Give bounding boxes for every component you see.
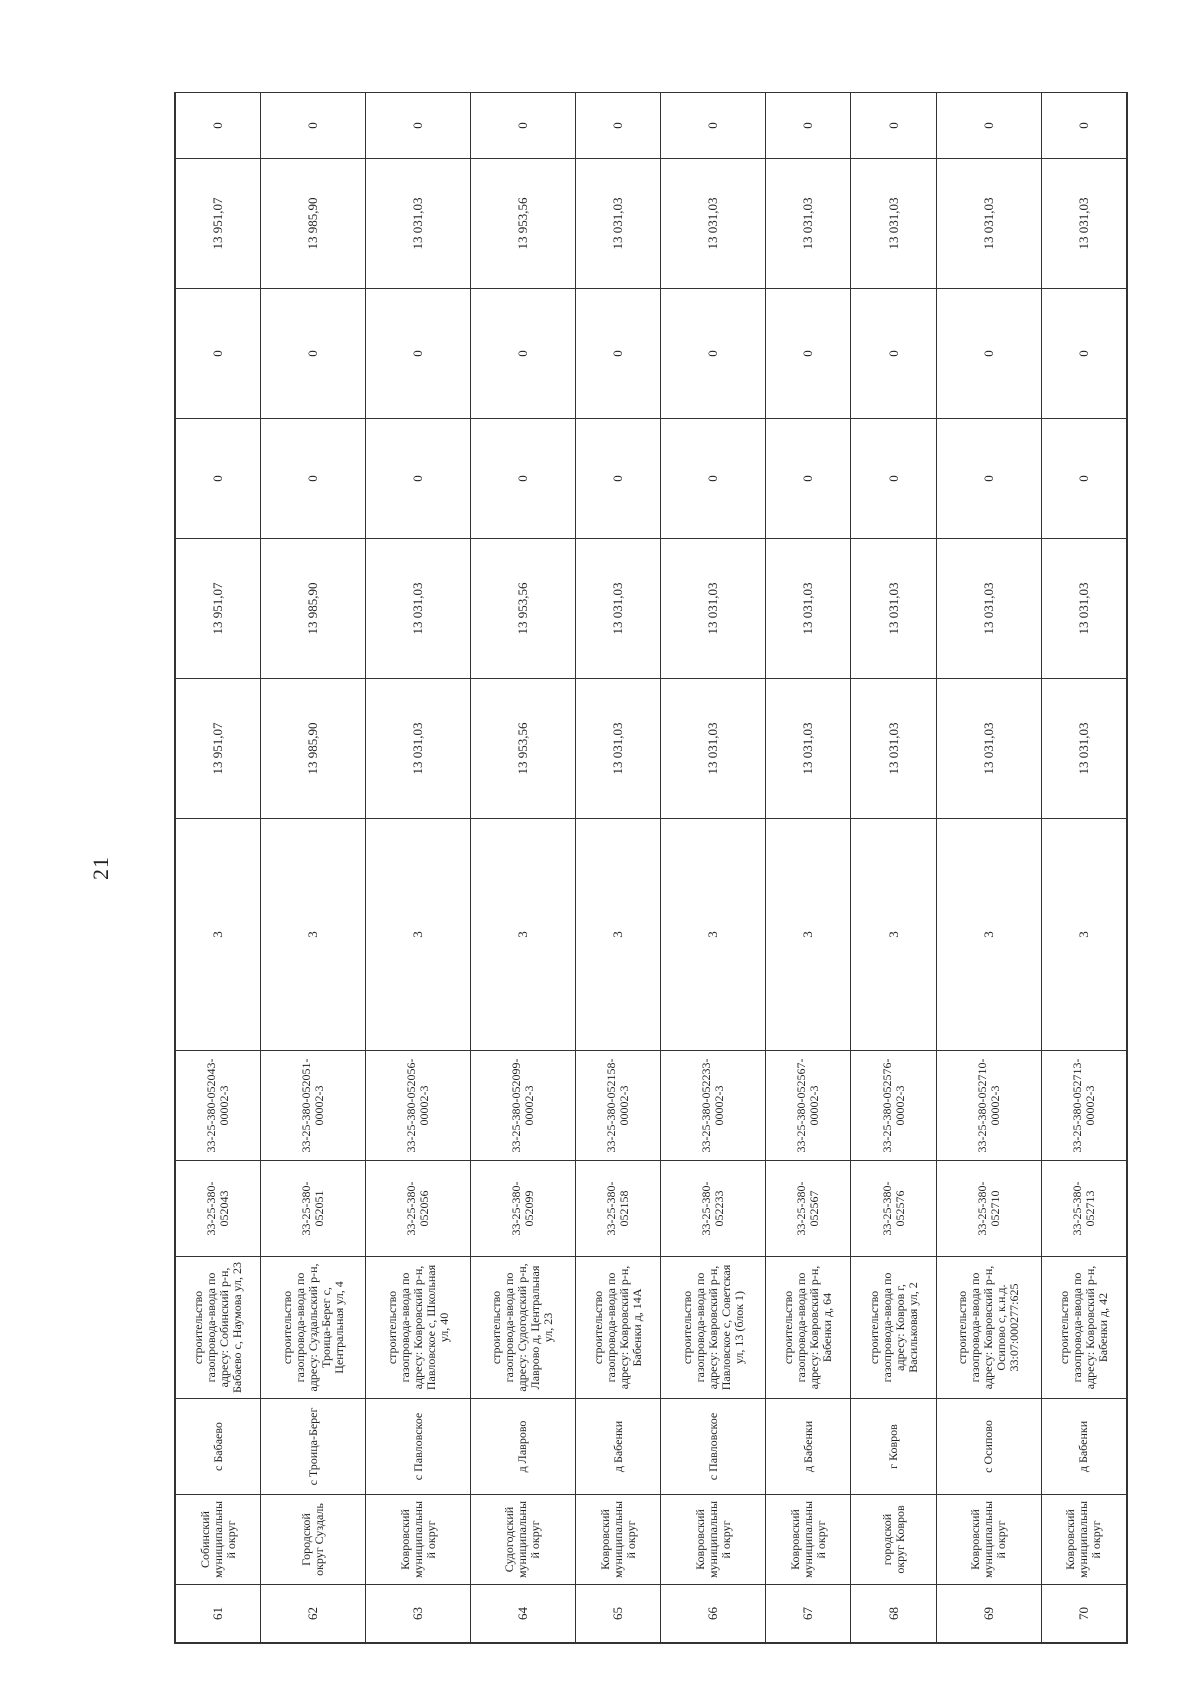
category: 3 — [575, 819, 660, 1051]
object-code-full: 33-25-380-052099-00002-3 — [471, 1051, 576, 1161]
amount-col-5: 0 — [851, 93, 936, 159]
amount-col-3: 0 — [936, 289, 1041, 419]
object-description: строительство газопровода-ввода по адресу: Ковровский р-н, Бабенки д, 42 — [1041, 1257, 1126, 1399]
table-row — [1041, 93, 1126, 1643]
object-code-full: 33-25-380-052576-00002-3 — [851, 1051, 936, 1161]
category: 3 — [366, 819, 471, 1051]
object-code-full: 33-25-380-052051-00002-3 — [261, 1051, 366, 1161]
object-description: строительство газопровода-ввода по адресу: Ковровский р-н, Осипово с, к.н.д. 33:07:000277:625 — [936, 1257, 1041, 1399]
amount-col-4: 13 031,03 — [661, 159, 766, 289]
table-row — [661, 93, 766, 1643]
object-code: 33-25-380-052567 — [766, 1161, 851, 1257]
table-row — [936, 93, 1041, 1643]
amount-col-2: 0 — [851, 419, 936, 539]
object-code: 33-25-380-052056 — [366, 1161, 471, 1257]
category: 3 — [661, 819, 766, 1051]
total-amount: 13 031,03 — [661, 679, 766, 819]
amount-col-2: 0 — [471, 419, 576, 539]
total-amount: 13 031,03 — [1041, 679, 1126, 819]
amount-col-3: 0 — [366, 289, 471, 419]
locality: д Бабенки — [766, 1399, 851, 1495]
amount-col-1: 13 031,03 — [766, 539, 851, 679]
object-code-full: 33-25-380-052056-00002-3 — [366, 1051, 471, 1161]
object-code: 33-25-380-052713 — [1041, 1161, 1126, 1257]
total-amount: 13 985,90 — [261, 679, 366, 819]
locality: с Павловское — [366, 1399, 471, 1495]
amount-col-2: 0 — [661, 419, 766, 539]
amount-col-5: 0 — [936, 93, 1041, 159]
municipal-district: Ковровский муниципальный округ — [575, 1495, 660, 1585]
object-description: строительство газопровода-ввода по адресу: Ковровский р-н, Павловское с, Советская ул, 13 (блок 1) — [661, 1257, 766, 1399]
total-amount: 13 031,03 — [936, 679, 1041, 819]
object-description: строительство газопровода-ввода по адресу: Суздальский р-н, Троица-Берег с, Центральная ул, 4 — [261, 1257, 366, 1399]
amount-col-4: 13 031,03 — [851, 159, 936, 289]
municipal-district: Судогодский муниципальный округ — [471, 1495, 576, 1585]
locality: д Бабенки — [1041, 1399, 1126, 1495]
rotated-table — [175, 93, 1127, 1643]
amount-col-3: 0 — [261, 289, 366, 419]
row-number: 67 — [766, 1585, 851, 1643]
amount-col-1: 13 031,03 — [366, 539, 471, 679]
row-number: 64 — [471, 1585, 576, 1643]
amount-col-5: 0 — [176, 93, 261, 159]
amount-col-2: 0 — [936, 419, 1041, 539]
object-description: строительство газопровода-ввода по адресу: Ковровский р-н, Павловское с, Школьная ул, 40 — [366, 1257, 471, 1399]
object-code-full: 33-25-380-052233-00002-3 — [661, 1051, 766, 1161]
object-code-full: 33-25-380-052158-00002-3 — [575, 1051, 660, 1161]
amount-col-1: 13 031,03 — [936, 539, 1041, 679]
amount-col-3: 0 — [575, 289, 660, 419]
locality: г Ковров — [851, 1399, 936, 1495]
category: 3 — [1041, 819, 1126, 1051]
total-amount: 13 031,03 — [851, 679, 936, 819]
total-amount: 13 953,56 — [471, 679, 576, 819]
object-code-full: 33-25-380-052567-00002-3 — [766, 1051, 851, 1161]
category: 3 — [261, 819, 366, 1051]
municipal-district: Ковровский муниципальный округ — [936, 1495, 1041, 1585]
row-number: 70 — [1041, 1585, 1126, 1643]
category: 3 — [766, 819, 851, 1051]
amount-col-3: 0 — [1041, 289, 1126, 419]
object-code: 33-25-380-052051 — [261, 1161, 366, 1257]
amount-col-4: 13 985,90 — [261, 159, 366, 289]
row-number: 61 — [176, 1585, 261, 1643]
amount-col-2: 0 — [261, 419, 366, 539]
object-code: 33-25-380-052576 — [851, 1161, 936, 1257]
amount-col-1: 13 031,03 — [1041, 539, 1126, 679]
locality: с Бабаево — [176, 1399, 261, 1495]
amount-col-2: 0 — [575, 419, 660, 539]
amount-col-2: 0 — [366, 419, 471, 539]
page-number: 21 — [88, 856, 113, 880]
amount-col-1: 13 031,03 — [661, 539, 766, 679]
table-row — [261, 93, 366, 1643]
amount-col-5: 0 — [471, 93, 576, 159]
amount-col-2: 0 — [766, 419, 851, 539]
category: 3 — [851, 819, 936, 1051]
municipal-district: Собинский муниципальный округ — [176, 1495, 261, 1585]
amount-col-1: 13 953,56 — [471, 539, 576, 679]
object-code-full: 33-25-380-052043-00002-3 — [176, 1051, 261, 1161]
amount-col-4: 13 031,03 — [1041, 159, 1126, 289]
object-description: строительство газопровода-ввода по адресу: Собинский р-н, Бабаево с, Наумова ул, 23 — [176, 1257, 261, 1399]
amount-col-3: 0 — [661, 289, 766, 419]
municipal-district: Ковровский муниципальный округ — [366, 1495, 471, 1585]
amount-col-4: 13 951,07 — [176, 159, 261, 289]
amount-col-5: 0 — [766, 93, 851, 159]
row-number: 63 — [366, 1585, 471, 1643]
municipal-district: Ковровский муниципальный округ — [661, 1495, 766, 1585]
total-amount: 13 031,03 — [575, 679, 660, 819]
amount-col-4: 13 031,03 — [575, 159, 660, 289]
data-table — [175, 92, 1127, 1643]
total-amount: 13 031,03 — [766, 679, 851, 819]
object-code: 33-25-380-052099 — [471, 1161, 576, 1257]
object-description: строительство газопровода-ввода по адресу: Ковров г, Васильковая ул, 2 — [851, 1257, 936, 1399]
municipal-district: Ковровский муниципальный округ — [766, 1495, 851, 1585]
row-number: 62 — [261, 1585, 366, 1643]
locality: с Осипово — [936, 1399, 1041, 1495]
category: 3 — [936, 819, 1041, 1051]
amount-col-5: 0 — [661, 93, 766, 159]
object-code: 33-25-380-052043 — [176, 1161, 261, 1257]
amount-col-1: 13 031,03 — [575, 539, 660, 679]
object-code-full: 33-25-380-052710-00002-3 — [936, 1051, 1041, 1161]
locality: д Бабенки — [575, 1399, 660, 1495]
amount-col-5: 0 — [575, 93, 660, 159]
locality: д Лаврово — [471, 1399, 576, 1495]
amount-col-1: 13 985,90 — [261, 539, 366, 679]
amount-col-4: 13 031,03 — [936, 159, 1041, 289]
locality: с Павловское — [661, 1399, 766, 1495]
municipal-district: Городской округ Суздаль — [261, 1495, 366, 1585]
locality: с Троица-Берег — [261, 1399, 366, 1495]
object-code-full: 33-25-380-052713-00002-3 — [1041, 1051, 1126, 1161]
table-row — [766, 93, 851, 1643]
row-number: 65 — [575, 1585, 660, 1643]
amount-col-4: 13 031,03 — [366, 159, 471, 289]
table-row — [851, 93, 936, 1643]
amount-col-3: 0 — [851, 289, 936, 419]
amount-col-5: 0 — [261, 93, 366, 159]
object-description: строительство газопровода-ввода по адресу: Ковровский р-н, Бабенки д, 64 — [766, 1257, 851, 1399]
amount-col-2: 0 — [1041, 419, 1126, 539]
amount-col-1: 13 951,07 — [176, 539, 261, 679]
object-code: 33-25-380-052710 — [936, 1161, 1041, 1257]
amount-col-1: 13 031,03 — [851, 539, 936, 679]
amount-col-3: 0 — [176, 289, 261, 419]
object-description: строительство газопровода-ввода по адресу: Ковровский р-н, Бабенки д, 14А — [575, 1257, 660, 1399]
object-description: строительство газопровода-ввода по адресу: Судогодский р-н, Лаврово д, Центральная ул, 23 — [471, 1257, 576, 1399]
amount-col-4: 13 953,56 — [471, 159, 576, 289]
total-amount: 13 031,03 — [366, 679, 471, 819]
table-row — [176, 93, 261, 1643]
total-amount: 13 951,07 — [176, 679, 261, 819]
table-row — [575, 93, 660, 1643]
municipal-district: Ковровский муниципальный округ — [1041, 1495, 1126, 1585]
row-number: 66 — [661, 1585, 766, 1643]
table-row — [366, 93, 471, 1643]
category: 3 — [176, 819, 261, 1051]
table-row — [471, 93, 576, 1643]
amount-col-5: 0 — [366, 93, 471, 159]
municipal-district: городской округ Ковров — [851, 1495, 936, 1585]
category: 3 — [471, 819, 576, 1051]
amount-col-5: 0 — [1041, 93, 1126, 159]
amount-col-3: 0 — [766, 289, 851, 419]
row-number: 69 — [936, 1585, 1041, 1643]
object-code: 33-25-380-052158 — [575, 1161, 660, 1257]
object-code: 33-25-380-052233 — [661, 1161, 766, 1257]
amount-col-2: 0 — [176, 419, 261, 539]
row-number: 68 — [851, 1585, 936, 1643]
amount-col-3: 0 — [471, 289, 576, 419]
amount-col-4: 13 031,03 — [766, 159, 851, 289]
table-container — [174, 92, 1128, 1644]
